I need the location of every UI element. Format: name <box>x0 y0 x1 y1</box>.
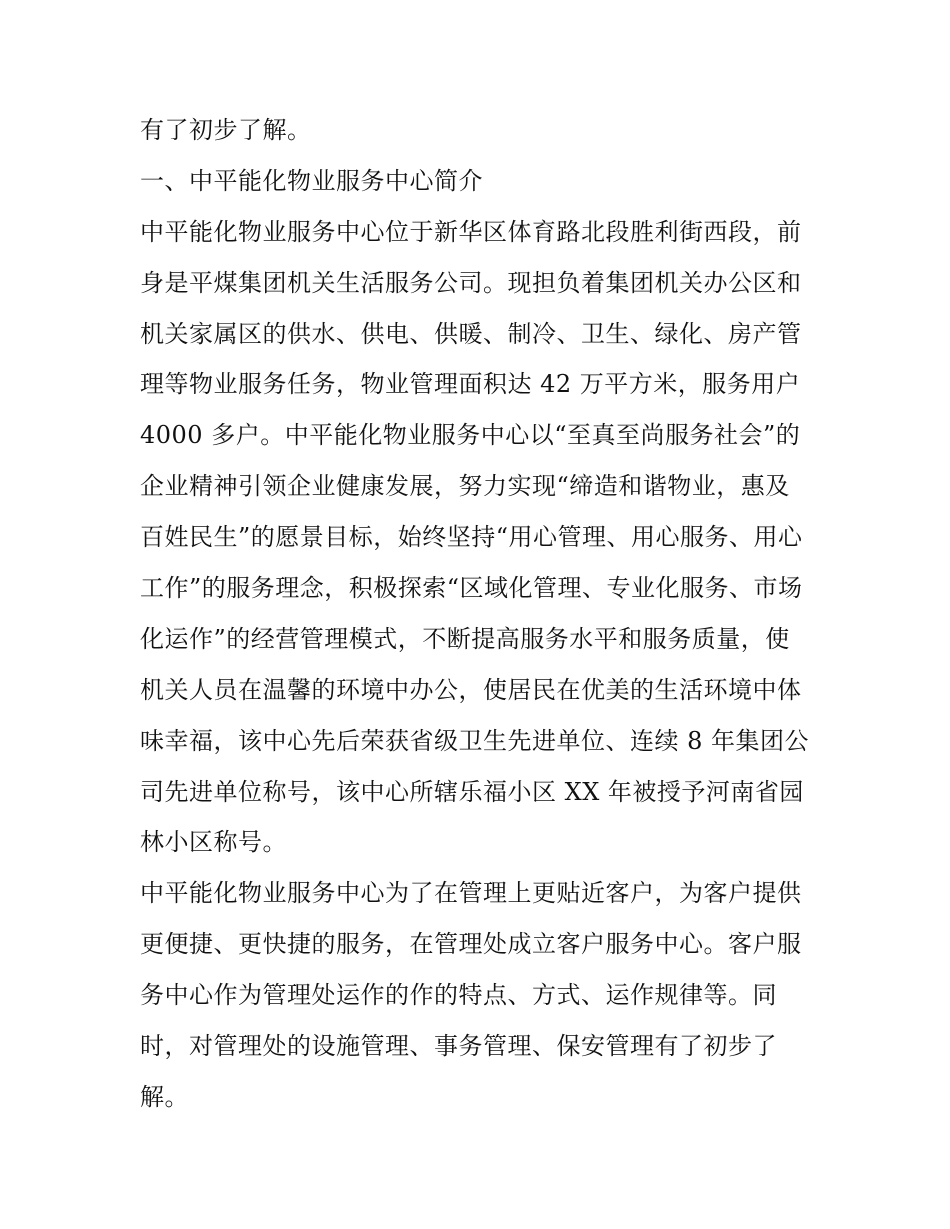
text-line: 中平能化物业服务中心为了在管理上更贴近客户，为客户提供 <box>140 879 802 908</box>
document-body <box>140 105 820 1123</box>
text-line: 林小区称号。 <box>140 828 287 857</box>
text-line: 工作”的服务理念，积极探索“区域化管理、专业化服务、市场 <box>140 574 803 603</box>
text-line: 解。 <box>140 1082 189 1111</box>
text-line: 机关家属区的供水、供电、供暖、制冷、卫生、绿化、房产管 <box>140 319 802 348</box>
text-line: 务中心作为管理处运作的作的特点、方式、运作规律等。同 <box>140 981 777 1010</box>
text-line: 理等物业服务任务，物业管理面积达 42 万平方米，服务用户 <box>140 370 801 399</box>
text-line: 企业精神引领企业健康发展，努力实现“缔造和谐物业，惠及 <box>140 472 790 501</box>
text-line: 司先进单位称号，该中心所辖乐福小区 XX 年被授予河南省园 <box>140 777 804 806</box>
text-line: 更便捷、更快捷的服务，在管理处成立客户服务中心。客户服 <box>140 930 802 959</box>
text-line: 中平能化物业服务中心位于新华区体育路北段胜利街西段，前 <box>140 217 802 246</box>
text-line: 4000 多户。中平能化物业服务中心以“至真至尚服务社会”的 <box>140 421 801 450</box>
text-line: 机关人员在温馨的环境中办公，使居民在优美的生活环境中体 <box>140 675 802 704</box>
text-line: 味幸福，该中心先后荣获省级卫生先进单位、连续 8 年集团公 <box>140 726 810 755</box>
text-line: 时，对管理处的设施管理、事务管理、保安管理有了初步了 <box>140 1032 777 1061</box>
text-line: 化运作”的经营管理模式，不断提高服务水平和服务质量，使 <box>140 624 790 653</box>
text-line: 身是平煤集团机关生活服务公司。现担负着集团机关办公区和 <box>140 268 802 297</box>
text-line: 有了初步了解。 <box>140 116 312 144</box>
text-line: 百姓民生”的愿景目标，始终坚持“用心管理、用心服务、用心 <box>140 523 803 552</box>
section-heading: 一、中平能化物业服务中心简介 <box>140 166 483 195</box>
